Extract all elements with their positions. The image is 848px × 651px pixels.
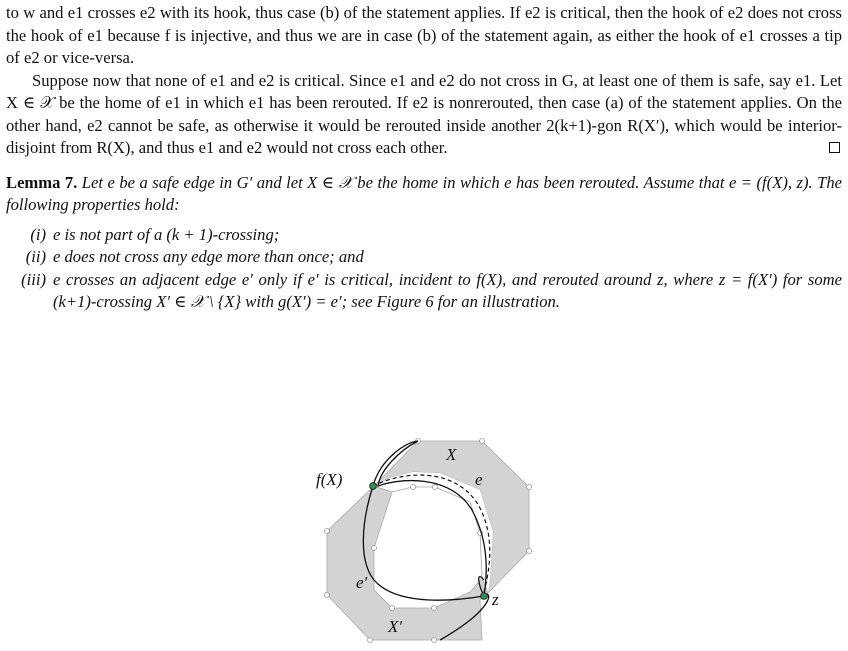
label-e: e (475, 470, 483, 489)
lemma-property-item (6, 224, 842, 247)
figure-illustration (300, 430, 540, 651)
lemma-body: Let e be a safe edge in G′ and let X ∈ 𝒳 be the home in which e has been rerouted. Assume that e = (f(X), z). The following properties hold: (6, 172, 842, 214)
label-z: z (492, 590, 499, 609)
paragraph-continuation: to w and e1 crosses e2 with its hook, thus case (b) of the statement applies. If e2 is critical, then the hook of e2 does not cross the hook of e1 because f is injective, and thus we are in case (b) of the statement again, as either the hook of e1 crosses a tip of e2 or vice-versa. (6, 3, 842, 67)
property-number: (iii) (21, 269, 46, 289)
lemma-heading: Lemma 7. (6, 172, 78, 192)
vertex-f-x (370, 483, 377, 490)
property-text: e is not part of a (k + 1)-crossing; (53, 224, 280, 244)
label-x-prime: X′ (388, 617, 403, 636)
lemma-property-item (6, 269, 842, 314)
label-e-prime: e′ (356, 573, 368, 592)
label-f-x: f(X) (316, 470, 343, 489)
property-text: e does not cross any edge more than once; and (53, 247, 364, 266)
vertex-z (481, 593, 488, 600)
lemma-property-list (6, 224, 842, 314)
figure-svg (300, 430, 540, 651)
paper-page (6, 2, 842, 314)
lemma-property-item (6, 246, 842, 269)
lemma-statement (6, 172, 842, 217)
polygon-x-prime-hole (374, 487, 482, 608)
paragraph-proof-end (6, 70, 842, 160)
property-text: e crosses an adjacent edge e′ only if e′ is critical, incident to f(X), and rerouted around z, where z = f(X′) for some (k+1)-crossing X′ ∈ 𝒳 \ {X} with g(X′) = e′; see Figure 6 for an illustration. (53, 269, 842, 311)
property-number: (i) (30, 224, 46, 244)
label-x: X (446, 445, 457, 464)
qed-symbol (829, 142, 840, 153)
property-number: (ii) (25, 247, 46, 266)
paragraph-proof-text: Suppose now that none of e1 and e2 is critical. Since e1 and e2 do not cross in G, at least one of them is safe, say e1. Let X ∈ 𝒳 be the home of e1 in which e1 has been rerouted. If e2 is nonrerouted, then case (a) of the statement applies. On the other hand, e2 cannot be safe, as otherwise it would be rerouted inside another 2(k+1)-gon R(X′), which would be interior-disjoint from R(X), and thus e1 and e2 would not cross each other. (6, 70, 842, 157)
